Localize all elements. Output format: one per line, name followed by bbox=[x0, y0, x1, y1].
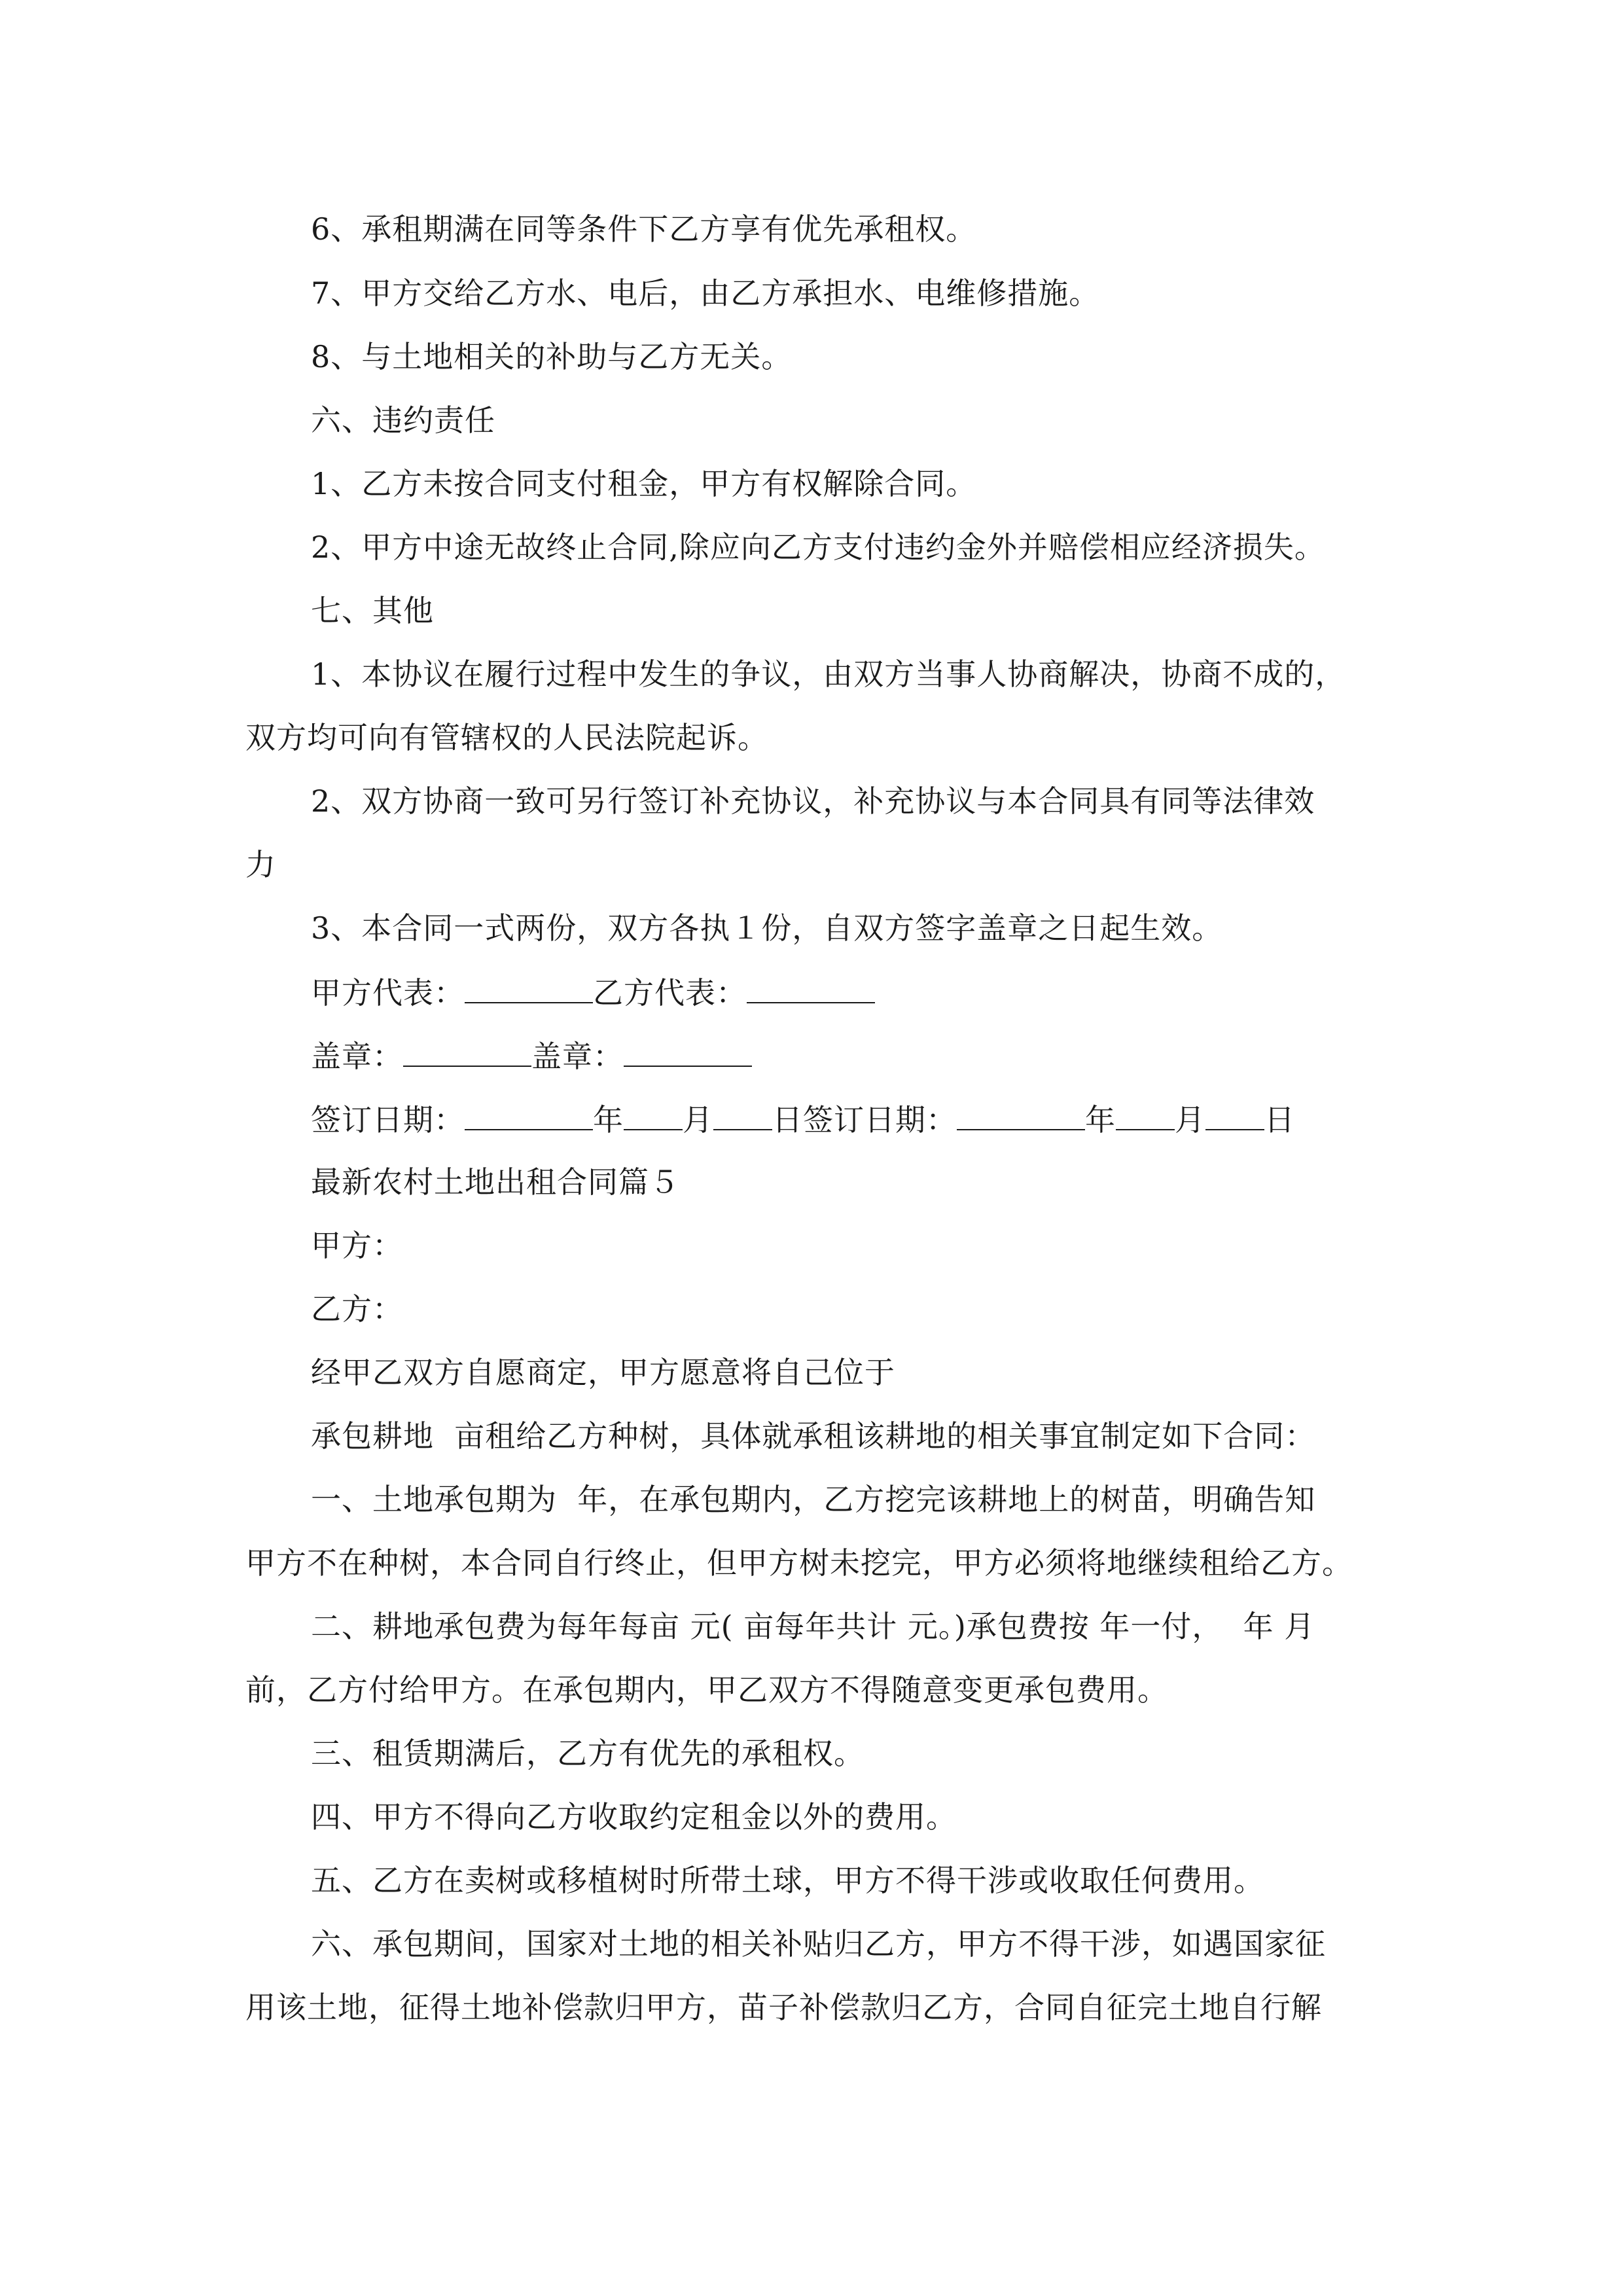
breach-clause-2: 2、甲方中途无故终止合同,除应向乙方支付违约金外并赔偿相应经济损失。 bbox=[311, 529, 1325, 565]
term-clause-6: 六、承包期间，国家对土地的相关补贴归乙方，甲方不得干涉，如遇国家征 bbox=[311, 1926, 1326, 1962]
seal-b-blank bbox=[624, 1035, 752, 1067]
representative-line bbox=[311, 972, 875, 1013]
seal-line bbox=[311, 1035, 752, 1076]
sign-date-b-label: 日签订日期： bbox=[772, 1102, 957, 1138]
year-b-label: 年 bbox=[1085, 1102, 1116, 1138]
other-clause-3: 3、本合同一式两份，双方各执１份，自双方签字盖章之日起生效。 bbox=[311, 910, 1223, 946]
clause-6-priority-renewal: 6、承租期满在同等条件下乙方享有优先承租权。 bbox=[311, 211, 977, 247]
sign-date-line bbox=[311, 1099, 1295, 1139]
day-a-blank bbox=[713, 1099, 772, 1130]
clause-7-water-electric: 7、甲方交给乙方水、电后，由乙方承担水、电维修措施。 bbox=[311, 276, 1100, 311]
section-heading-other: 七、其他 bbox=[311, 593, 434, 628]
seal-a-blank bbox=[403, 1035, 531, 1067]
day-b-label: 日 bbox=[1264, 1102, 1295, 1138]
year-b-blank bbox=[957, 1099, 1085, 1130]
other-clause-1: 1、本协议在履行过程中发生的争议，由双方当事人协商解决，协商不成的， bbox=[311, 656, 1346, 692]
term-clause-4: 四、甲方不得向乙方收取约定租金以外的费用。 bbox=[311, 1799, 957, 1835]
party-a-rep-label: 甲方代表： bbox=[311, 975, 465, 1011]
year-a-label: 年 bbox=[593, 1102, 624, 1138]
day-b-blank bbox=[1205, 1099, 1264, 1130]
preamble-line-2: 承包耕地 亩租给乙方种树，具体就承租该耕地的相关事宜制定如下合同： bbox=[311, 1418, 1316, 1454]
party-b-rep-label: 乙方代表： bbox=[593, 975, 747, 1011]
party-b-line: 乙方： bbox=[311, 1291, 403, 1327]
preamble-line-1: 经甲乙双方自愿商定，甲方愿意将自己位于 bbox=[311, 1355, 895, 1390]
month-b-label: 月 bbox=[1175, 1102, 1205, 1138]
term-clause-1-cont: 甲方不在种树，本合同自行终止，但甲方树未挖完，甲方必须将地继续租给乙方。 bbox=[245, 1545, 1353, 1581]
other-clause-2: 2、双方协商一致可另行签订补充协议，补充协议与本合同具有同等法律效 bbox=[311, 783, 1315, 819]
month-a-label: 月 bbox=[683, 1102, 713, 1138]
month-b-blank bbox=[1116, 1099, 1175, 1130]
term-clause-6-cont: 用该土地，征得土地补偿款归甲方，苗子补偿款归乙方，合同自征完土地自行解 bbox=[245, 1990, 1322, 2025]
clause-8-subsidy: 8、与土地相关的补助与乙方无关。 bbox=[311, 339, 793, 374]
month-a-blank bbox=[624, 1099, 683, 1130]
year-a-blank bbox=[465, 1099, 593, 1130]
contract-5-title: 最新农村土地出租合同篇５ bbox=[311, 1164, 680, 1200]
other-clause-2-cont: 力 bbox=[245, 847, 276, 882]
seal-b-label: 盖章： bbox=[531, 1039, 624, 1074]
term-clause-5: 五、乙方在卖树或移植树时所带土球，甲方不得干涉或收取任何费用。 bbox=[311, 1863, 1264, 1898]
breach-clause-1: 1、乙方未按合同支付租金，甲方有权解除合同。 bbox=[311, 466, 977, 501]
term-clause-1: 一、土地承包期为 年，在承包期内，乙方挖完该耕地上的树苗，明确告知 bbox=[311, 1482, 1316, 1517]
party-a-rep-blank bbox=[465, 972, 593, 1003]
section-heading-breach: 六、违约责任 bbox=[311, 403, 495, 438]
party-b-rep-blank bbox=[747, 972, 875, 1003]
term-clause-2-cont: 前，乙方付给甲方。在承包期内，甲乙双方不得随意变更承包费用。 bbox=[245, 1672, 1168, 1708]
term-clause-3: 三、租赁期满后，乙方有优先的承租权。 bbox=[311, 1736, 865, 1771]
term-clause-2: 二、耕地承包费为每年每亩 元( 亩每年共计 元。)承包费按 年一付， 年 月 bbox=[311, 1609, 1315, 1644]
seal-a-label: 盖章： bbox=[311, 1039, 403, 1074]
party-a-line: 甲方： bbox=[311, 1228, 403, 1263]
sign-date-a-label: 签订日期： bbox=[311, 1102, 465, 1138]
other-clause-1-cont: 双方均可向有管辖权的人民法院起诉。 bbox=[245, 720, 768, 755]
